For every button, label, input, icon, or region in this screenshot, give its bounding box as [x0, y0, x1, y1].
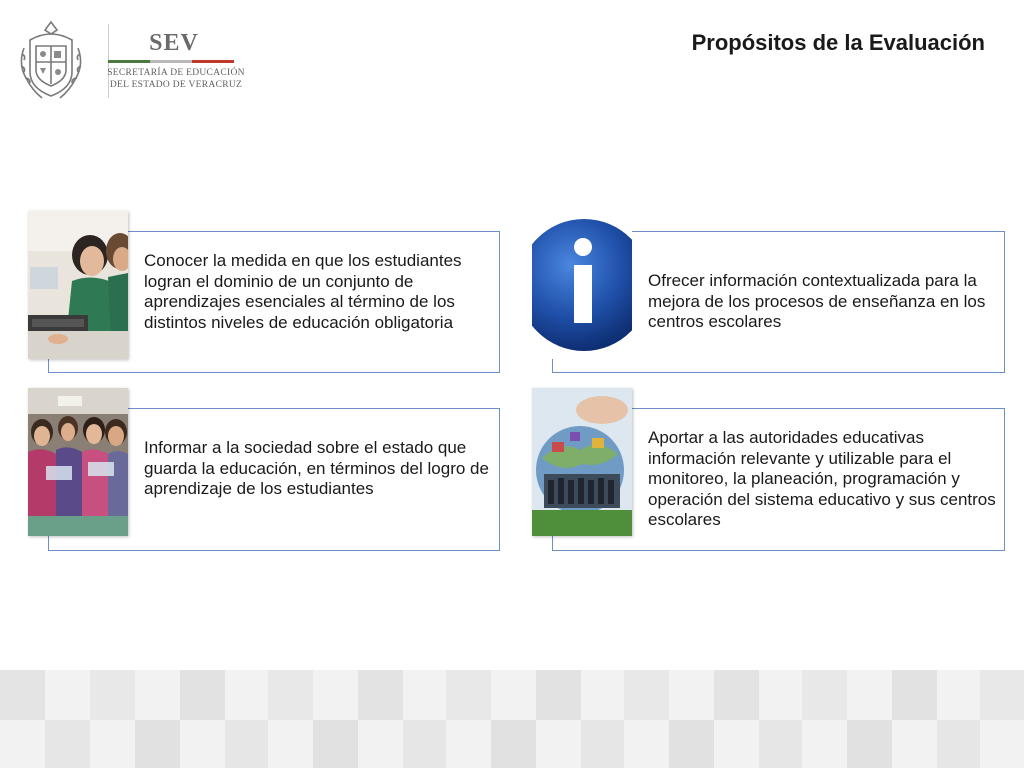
card-text: Conocer la medida en que los estudiantes logran el dominio de un conjunto de aprendizajes esenciales al término de los distintos niveles de educación obligatoria	[144, 251, 462, 332]
puzzle-collage-photo	[532, 388, 632, 536]
card-text: Aportar a las autoridades educativas información relevante y utilizable para el monitoreo, la planeación, programación y operación del sistema educativo y sus centros escolares	[648, 428, 996, 529]
state-seal-icon	[16, 18, 86, 102]
card-text: Informar a la sociedad sobre el estado que guarda la educación, en términos del logro de aprendizaje de los estudiantes	[144, 438, 489, 498]
sev-logo	[16, 18, 246, 104]
logo-line-1: SECRETARÍA DE EDUCACIÓN	[107, 68, 245, 78]
information-icon	[532, 211, 632, 359]
students-with-test-tubes-photo	[28, 388, 128, 536]
footer-pattern	[0, 670, 1024, 768]
logo-line-2: DEL ESTADO DE VERACRUZ	[109, 80, 243, 90]
slide-title: Propósitos de la Evaluación	[691, 30, 985, 55]
students-at-computers-photo	[28, 211, 128, 359]
logo-color-bars	[108, 60, 234, 63]
card-text: Ofrecer información contextualizada para la mejora de los procesos de enseñanza en los centros escolares	[648, 271, 986, 331]
logo-abbreviation: SEV	[149, 30, 199, 56]
